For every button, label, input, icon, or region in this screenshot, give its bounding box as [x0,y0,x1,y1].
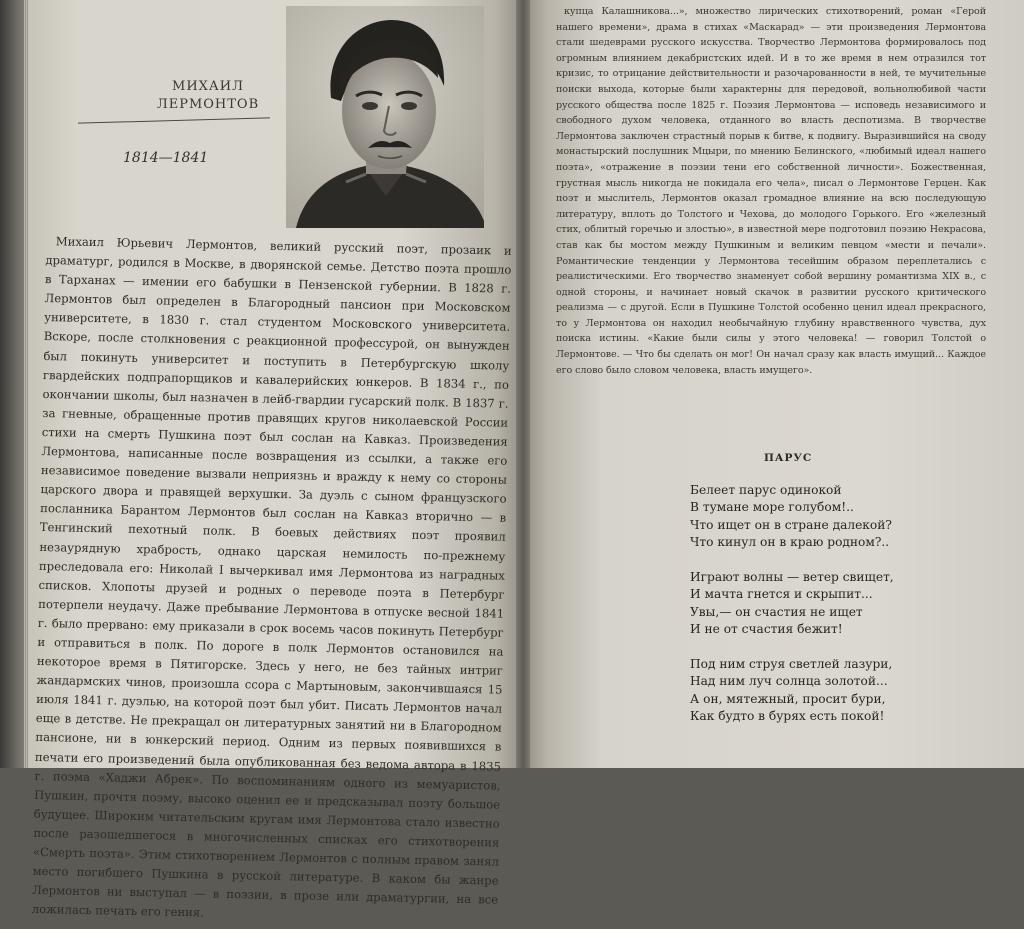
portrait-image [286,6,484,228]
poem-line: Над ним луч солнца золотой... [690,674,888,689]
book-edge-left [0,0,30,768]
poem-line: Как будто в бурях есть покой! [690,709,885,724]
title-rule [78,117,270,123]
poem-stanza [690,482,950,552]
essay-text [556,4,986,378]
poem-stanza [690,656,950,726]
poem-line: А он, мятежный, просит бури, [690,691,886,706]
biography-paragraph: Михаил Юрьевич Лермонтов, великий русский поэт, прозаик и драматург, родился в Москве, в дворянской семье. Детство поэта прошло в Тарханах — имении его бабушки в Пензенской губернии. В 1828 г. Лермонтов был определен в Благородный пансион при Московском университете, в 1830 г. стал студентом Московского университета. Вскоре, после столкновения с реакционной профессурой, он вынужден был покинуть университет и поступить в Петербургскую школу гвардейских подпрапорщиков и кавалерийских юнкеров. В 1834 г., по окончании школы, был назначен в лейб-гвардии гусарский полк. В 1837 г. за гневные, обращенные против правящих кругов николаевской России стихи на смерть Пушкина поэт был сослан на Кавказ. Произведения Лермонтова, написанные после возвращения из ссылки, а также его независимое поведение вызвали неприязнь и вражду к нему со стороны царского двора и правящей верхушки. За дуэль с сыном французского посланника Барантом Лермонтов был сослан на Кавказ вторично — в Тенгинский пехотный полк. В боевых действиях поэт проявил незаурядную храбрость, однако царская немилость по-прежнему преследовала его: Николай I вычеркивал имя Лермонтова из наградных списков. Хлопоты друзей и родных о переводе поэта в Петербург потерпели неудачу. Даже пребывание Лермонтова в отпуске весной 1841 г. было прервано: ему приказали в срок восемь часов покинуть Петербург и отправиться в полк. По дороге в полк Лермонтов остановился на некоторое время в Пятигорске. Здесь у него, не без тайных интриг жандармских чинов, произошла ссора с Мартыновым, закончившаяся 15 июля 1841 г. дуэлью, на которой поэт был убит. Писать Лермонтов начал еще в детстве. Не прекращал он литературных занятий ни в Благородном пансионе, ни в юнкерский период. Одним из первых появившихся в печати его произведений была опубликованная без ведома автора в 1835 г. поэма «Хаджи Абрек». По воспоминаниям одного из мемуаристов, Пушкин, прочтя поэму, высоко оценил ее и предсказывал поэту большое будущее. Широким читательским кругам имя Лермонтова стало известно после разошедшегося в многочисленных списках его стихотворения «Смерть поэта». Этим стихотворением Лермонтов с полным правом занял место погибшего Пушкина в русской литературе. В каком бы жанре Лермонтов ни выступал — в поэзии, в прозе или драматургии, на все ложилась печать его гения. [31,234,512,920]
author-name [128,78,288,113]
poem-line: И мачта гнется и скрыпит... [690,587,873,602]
poem-line: И не от счастия бежит! [690,622,843,637]
book-gutter [516,0,530,768]
biography-text [32,232,512,929]
author-last-name: ЛЕРМОНТОВ [156,96,260,112]
essay-paragraph: купца Калашникова...», множество лирических стихотворений, роман «Герой нашего времени», драма в стихах «Маскарад» — эти произведения Лермонтова стали шедеврами русского искусства. Творчество Лермонтова формировалось под огромным влиянием декабристских идей. И в то же время в нем отразился тот кризис, то отрицание действительности и разочарованности в ней, те мучительные поиски выхода, которые были характерны для передовой, вольнолюбивой части русского общества после 1825 г. Поэзия Лермонтова — исповедь независимого и свободного духом человека, отданного во власть деспотизма. В творчестве Лермонтова заключен страстный порыв к битве, к подвигу. Выразившийся на своду монастырский послушник Мцыри, по мнению Белинского, «любимый идеал нашего поэта», «отражение в поэзии тени его собственной личности». Божественная, грустная мысль никогда не покидала его чела», писал о Лермонтове Герцен. Как поэт и мыслитель, Лермонтов оказал громадное влияние на всю последующую литературу, вплоть до Толстого и Чехова, до молодого Горького. Его «железный стих, облитый горечью и злостью», в известной мере подготовил поэзию Некрасова, став как бы мостом между Пушкиным и великим певцом «мести и печали». Романтические тенденции у Лермонтова тесейшим образом переплетались с реалистическими. Его творчество знаменует собой вершину романтизма XIX в., с одной стороны, и начинает новый скачок в развитии русского критического реализма — с другой. Если в Пушкине Толстой особенно ценил идеал прекрасного, то у Лермонтова он находил необычайную глубину нравственного чувства, дух поиска истины. «Какие были силы у этого человека! — говорил Толстой о Лермонтове. — Что бы сделать он мог! Он начал сразу как власть имущий... Каждое его слово было словом человека, власть имущего». [556,6,986,376]
poem-title: ПАРУС [764,452,813,464]
poem-line: Что кинул он в краю родном?.. [690,535,890,550]
poem-line: Что ищет он в стране далекой? [690,517,892,532]
poem-line: Играют волны — ветер свищет, [690,570,894,585]
author-first-name: МИХАИЛ [172,79,244,94]
poem-stanza [690,569,950,639]
poem-line: Белеет парус одинокой [690,483,842,497]
portrait-icon [286,6,484,228]
author-years: 1814—1841 [123,150,209,166]
poem-line: В тумане море голубом!.. [690,500,854,515]
poem [690,482,950,743]
left-page [28,0,526,920]
poem-line: Под ним струя светлей лазури, [690,657,893,672]
right-page [522,0,1024,768]
poem-line: Увы,— он счастия не ищет [690,604,863,619]
